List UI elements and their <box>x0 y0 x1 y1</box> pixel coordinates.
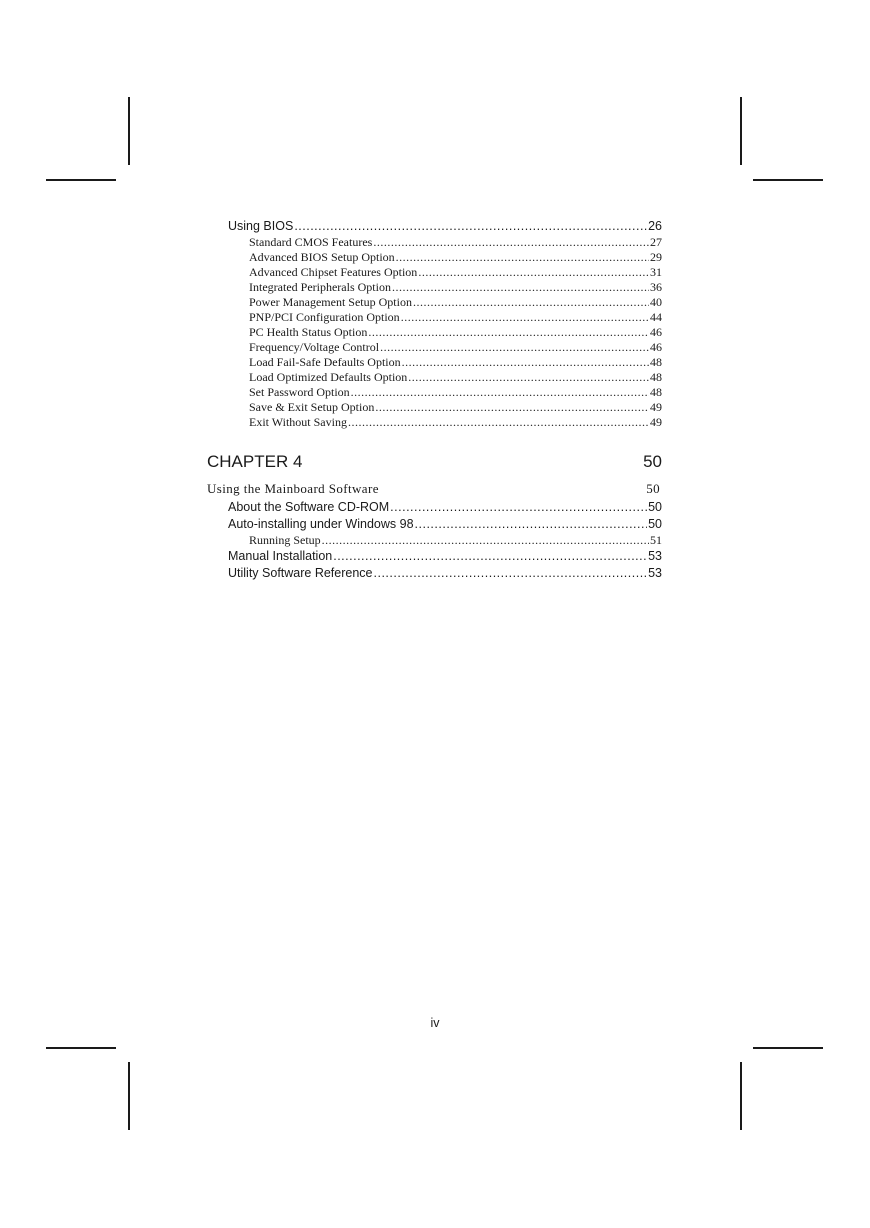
table-of-contents <box>207 218 662 582</box>
toc-entry-pc-health[interactable]: PC Health Status Option ..... 46 <box>207 325 662 340</box>
toc-entry-frequency-voltage[interactable]: Frequency/Voltage Control ..... 46 <box>207 340 662 355</box>
crop-mark-top-right-horizontal <box>753 179 823 181</box>
toc-entry-about-cd[interactable]: About the Software CD-ROM ..... 50 <box>207 499 662 516</box>
toc-entry-manual-install[interactable]: Manual Installation ..... 53 <box>207 548 662 565</box>
toc-entry-pnp-pci[interactable]: PNP/PCI Configuration Option ..... 44 <box>207 310 662 325</box>
toc-entry-running-setup[interactable]: Running Setup ..... 51 <box>207 533 662 548</box>
crop-mark-top-right-vertical <box>740 97 742 165</box>
crop-mark-bottom-left-horizontal <box>46 1047 116 1049</box>
section-title: Using the Mainboard Software <box>207 481 379 496</box>
toc-entry-utility-reference[interactable]: Utility Software Reference ..... 53 <box>207 565 662 582</box>
toc-section-heading[interactable] <box>207 479 662 498</box>
toc-entry-load-optimized[interactable]: Load Optimized Defaults Option ..... 48 <box>207 370 662 385</box>
toc-entry-auto-install[interactable]: Auto-installing under Windows 98 ..... 50 <box>207 516 662 533</box>
toc-entry-standard-cmos[interactable]: Standard CMOS Features ..... 27 <box>207 235 662 250</box>
crop-mark-top-left-horizontal <box>46 179 116 181</box>
section-page: 50 <box>646 481 660 496</box>
chapter-title: CHAPTER 4 <box>207 452 303 471</box>
toc-entry-set-password[interactable]: Set Password Option ..... 48 <box>207 385 662 400</box>
toc-entry-advanced-bios[interactable]: Advanced BIOS Setup Option ..... 29 <box>207 250 662 265</box>
toc-entry-integrated-peripherals[interactable]: Integrated Peripherals Option ..... 36 <box>207 280 662 295</box>
crop-mark-bottom-right-horizontal <box>753 1047 823 1049</box>
crop-mark-bottom-right-vertical <box>740 1062 742 1130</box>
crop-mark-top-left-vertical <box>128 97 130 165</box>
toc-entry-power-management[interactable]: Power Management Setup Option ..... 40 <box>207 295 662 310</box>
toc-entry-using-bios[interactable]: Using BIOS ..... 26 <box>207 218 662 235</box>
chapter-page: 50 <box>643 452 662 471</box>
crop-mark-bottom-left-vertical <box>128 1062 130 1130</box>
page-number: iv <box>430 1016 440 1030</box>
toc-entry-load-fail-safe[interactable]: Load Fail-Safe Defaults Option ..... 48 <box>207 355 662 370</box>
toc-chapter-heading[interactable] <box>207 451 662 473</box>
toc-entry-advanced-chipset[interactable]: Advanced Chipset Features Option ..... 31 <box>207 265 662 280</box>
toc-entry-exit-without-saving[interactable]: Exit Without Saving ..... 49 <box>207 415 662 430</box>
toc-entry-save-exit[interactable]: Save & Exit Setup Option ..... 49 <box>207 400 662 415</box>
